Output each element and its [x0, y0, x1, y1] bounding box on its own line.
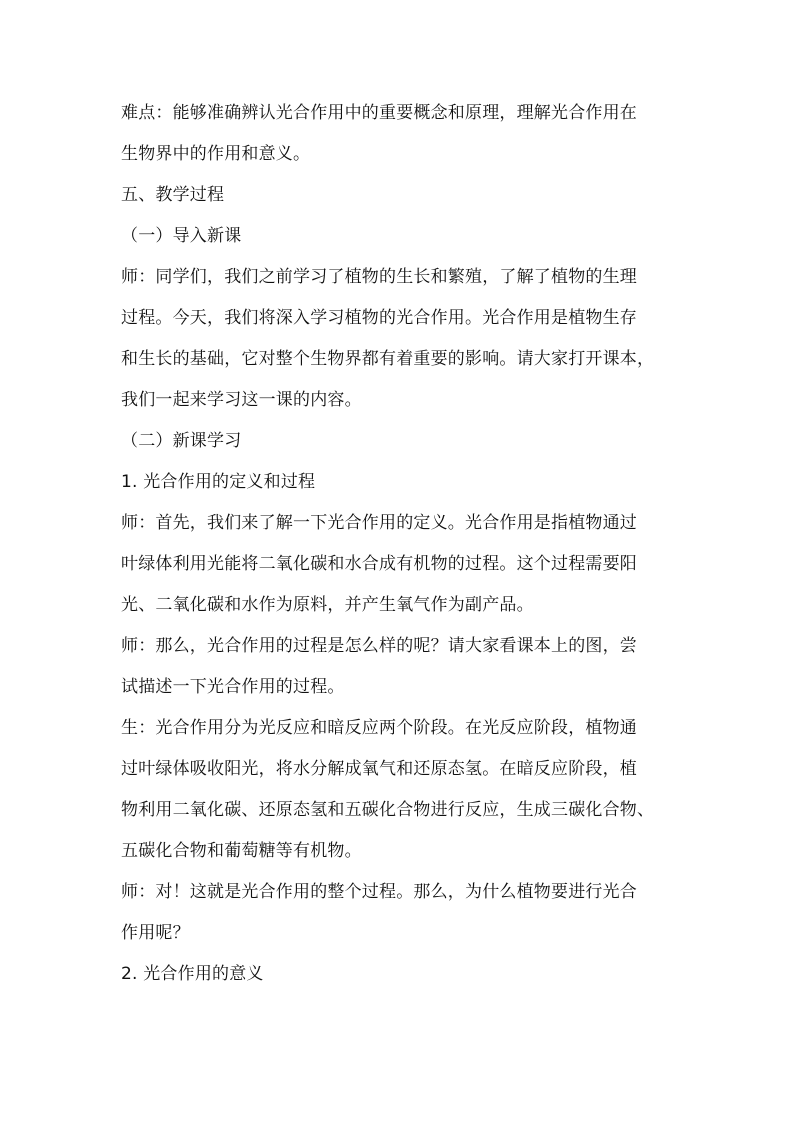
text-line-difficulty-1: 难点：能够准确辨认光合作用中的重要概念和原理，理解光合作用在	[121, 103, 637, 123]
text-line-definition-3: 光、二氧化碳和水作为原料，并产生氧气作为副产品。	[121, 595, 534, 615]
document-body	[121, 101, 681, 986]
subsection-heading-new-lesson: （二）新课学习	[121, 431, 242, 451]
text-line-teacher-2: 作用呢？	[121, 923, 190, 943]
text-line-student-4: 五碳化合物和葡萄糖等有机物。	[121, 841, 362, 861]
section-heading-teaching-process: 五、教学过程	[121, 185, 225, 205]
text-line-student-2: 过叶绿体吸收阳光，将水分解成氧气和还原态氢。在暗反应阶段，植	[121, 759, 637, 779]
text-line-intro-4: 我们一起来学习这一课的内容。	[121, 390, 362, 410]
text-line-student-1: 生：光合作用分为光反应和暗反应两个阶段。在光反应阶段，植物通	[121, 718, 637, 738]
text-line-teacher-1: 师：对！这就是光合作用的整个过程。那么，为什么植物要进行光合	[121, 882, 637, 902]
text-line-difficulty-2: 生物界中的作用和意义。	[121, 144, 311, 164]
text-line-intro-1: 师：同学们，我们之前学习了植物的生长和繁殖，了解了植物的生理	[121, 267, 637, 287]
text-line-definition-2: 叶绿体利用光能将二氧化碳和水合成有机物的过程。这个过程需要阳	[121, 554, 637, 574]
text-line-definition-1: 师：首先，我们来了解一下光合作用的定义。光合作用是指植物通过	[121, 513, 637, 533]
text-line-question-2: 试描述一下光合作用的过程。	[121, 677, 345, 697]
item-heading-definition: 1. 光合作用的定义和过程	[121, 472, 316, 492]
text-line-question-1: 师：那么，光合作用的过程是怎么样的呢？请大家看课本上的图，尝	[121, 636, 637, 656]
text-line-student-3: 物利用二氧化碳、还原态氢和五碳化合物进行反应，生成三碳化合物、	[121, 800, 655, 820]
subsection-heading-intro: （一）导入新课	[121, 226, 242, 246]
item-heading-significance: 2. 光合作用的意义	[121, 964, 264, 984]
text-line-intro-3: 和生长的基础，它对整个生物界都有着重要的影响。请大家打开课本，	[121, 349, 655, 369]
text-line-intro-2: 过程。今天，我们将深入学习植物的光合作用。光合作用是植物生存	[121, 308, 637, 328]
